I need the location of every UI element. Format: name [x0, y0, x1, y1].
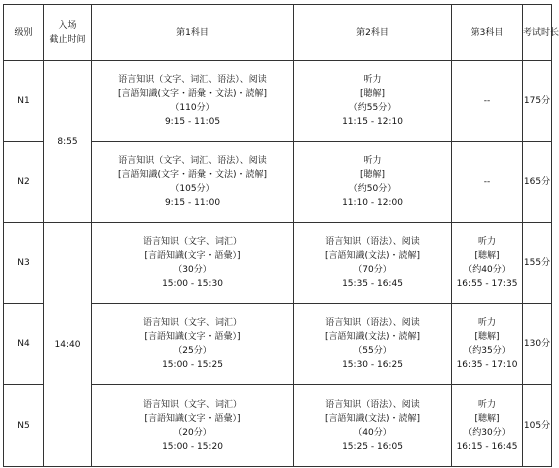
subject-name: 语言知识（文字、词汇、语法）、阅读 — [118, 75, 267, 85]
header-duration: 考试时长 — [523, 5, 552, 61]
subject1-cell — [92, 304, 294, 385]
subject1-cell — [92, 142, 294, 223]
subject-name-jp: [言語知識(文法)・読解] — [324, 332, 421, 342]
table-row — [4, 61, 552, 142]
subject-name: 语言知识（文字、词汇） — [142, 318, 242, 328]
subject-name: 语言知识（文字、词汇） — [142, 237, 242, 247]
subject3-cell — [452, 385, 523, 467]
duration-cell: 130分 — [523, 304, 552, 385]
subject-name-jp: [言語知識(文法)・読解] — [324, 251, 421, 261]
subject-length: （25分） — [173, 346, 212, 356]
subject-name-jp: [言語知識(文字・語彙）] — [144, 413, 241, 424]
subject-name: 语言知识（语法）、阅读 — [325, 399, 420, 410]
subject-length: （55分） — [353, 346, 392, 356]
subject1-cell — [92, 223, 294, 304]
level-cell: N2 — [4, 142, 44, 223]
header-level: 级别 — [4, 5, 44, 61]
subject-time: 16:15 - 16:45 — [456, 441, 518, 452]
subject-name: 听力 — [363, 75, 382, 85]
subject-name: 语言知识（文字、词汇、语法）、阅读 — [118, 156, 267, 166]
entry-time-cell: 8:55 — [44, 61, 92, 223]
duration-cell: 105分 — [523, 385, 552, 467]
subject-time: 9:15 - 11:00 — [164, 198, 221, 208]
subject3-cell — [452, 223, 523, 304]
subject-name-jp: [聴解] — [359, 170, 386, 180]
subject-name: 语言知识（语法）、阅读 — [325, 237, 420, 247]
subject-name: 听力 — [477, 318, 496, 328]
subject-name-jp: [聴解] — [474, 251, 500, 261]
subject-time: 15:00 - 15:30 — [162, 279, 223, 289]
level-cell: N5 — [4, 385, 44, 467]
subject-length: （约50分） — [348, 184, 397, 194]
subject3-cell: -- — [452, 61, 523, 142]
subject-length: （约55分） — [348, 103, 397, 113]
subject-length: （30分） — [173, 265, 212, 275]
header-entry-line1: 入场 — [58, 20, 77, 31]
subject-name: 语言知识（文字、词汇） — [142, 399, 242, 410]
header-subject3: 第3科目 — [452, 5, 523, 61]
subject-length: （70分） — [353, 265, 392, 275]
subject-name-jp: [言語知識(文字・語彙・文法)・読解] — [117, 89, 268, 99]
subject2-cell — [294, 304, 452, 385]
subject-time: 15:00 - 15:25 — [162, 360, 223, 370]
header-subject1: 第1科目 — [92, 5, 294, 61]
subject3-cell — [452, 304, 523, 385]
subject3-cell: -- — [452, 142, 523, 223]
subject-time: 11:15 - 12:10 — [342, 117, 403, 127]
subject-time: 15:25 - 16:05 — [342, 441, 403, 452]
subject-time: 15:00 - 15:20 — [162, 441, 223, 452]
subject2-cell — [294, 223, 452, 304]
subject-length: （110分） — [170, 103, 215, 113]
subject-time: 11:10 - 12:00 — [342, 198, 403, 208]
header-entry-line2: 截止时间 — [49, 34, 86, 45]
level-cell: N3 — [4, 223, 44, 304]
duration-cell: 175分 — [523, 61, 552, 142]
header-subject2: 第2科目 — [294, 5, 452, 61]
subject-time: 16:35 - 17:10 — [456, 360, 518, 370]
subject-time: 15:30 - 16:25 — [342, 360, 403, 370]
subject-name-jp: [言語知識(文字・語彙）] — [144, 332, 241, 342]
subject-length: （40分） — [353, 427, 392, 438]
entry-time-cell: 14:40 — [44, 223, 92, 467]
subject2-cell — [294, 142, 452, 223]
subject-time: 15:35 - 16:45 — [342, 279, 403, 289]
subject-time: 16:55 - 17:35 — [456, 279, 518, 289]
subject-name: 听力 — [363, 156, 382, 166]
subject-length: （105分） — [170, 184, 215, 194]
subject-name-jp: [言語知識(文法)・読解] — [324, 413, 421, 424]
subject-length: （20分） — [173, 427, 212, 438]
level-cell: N4 — [4, 304, 44, 385]
duration-cell: 155分 — [523, 223, 552, 304]
header-entry-time — [44, 5, 92, 61]
subject1-cell — [92, 385, 294, 467]
subject-name-jp: [聴解] — [474, 413, 500, 424]
subject-name: 听力 — [477, 237, 496, 247]
subject-length: （约40分） — [463, 265, 511, 275]
exam-schedule — [3, 4, 559, 467]
table-row — [4, 223, 552, 304]
subject-time: 9:15 - 11:05 — [164, 117, 221, 127]
header-row — [4, 5, 552, 61]
subject-length: （约30分） — [463, 427, 511, 438]
schedule-table — [3, 4, 559, 467]
subject1-cell — [92, 61, 294, 142]
subject-name-jp: [言語知識(文字・語彙・文法)・読解] — [117, 170, 268, 180]
duration-cell: 165分 — [523, 142, 552, 223]
subject-name: 听力 — [477, 399, 496, 410]
subject-name-jp: [聴解] — [474, 332, 500, 342]
subject2-cell — [294, 61, 452, 142]
subject-name: 语言知识（语法）、阅读 — [325, 318, 420, 328]
level-cell: N1 — [4, 61, 44, 142]
subject-length: （约35分） — [463, 346, 511, 356]
subject-name-jp: [言語知識(文字・語彙）] — [144, 251, 241, 261]
subject-name-jp: [聴解] — [359, 89, 386, 99]
subject2-cell — [294, 385, 452, 467]
